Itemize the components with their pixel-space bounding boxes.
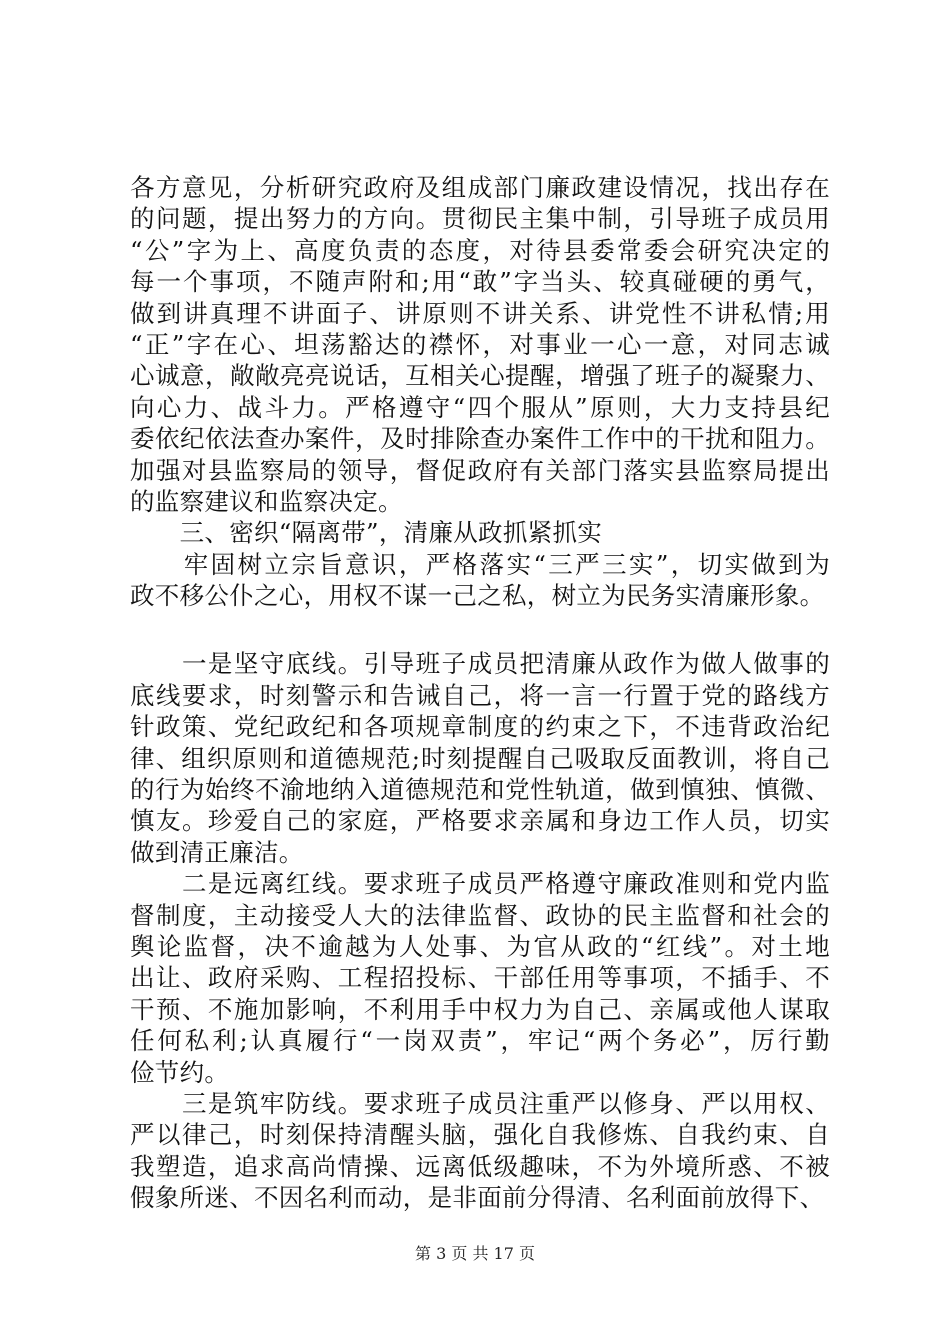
paragraph [130, 517, 830, 548]
text-line: 我塑造，追求高尚情操、远离低级趣味，不为外境所惑、不被 [130, 1151, 830, 1181]
text-line: 慎友。珍爱自己的家庭，严格要求亲属和身边工作人员，切实 [130, 806, 830, 836]
text-line: 加强对县监察局的领导，督促政府有关部门落实县监察局提出 [130, 455, 830, 485]
paragraph [130, 549, 830, 612]
text-line: 假象所迷、不因名利而动，是非面前分得清、名利面前放得下、 [130, 1183, 825, 1213]
text-line: 牢固树立宗旨意识，严格落实“三严三实”，切实做到为 [130, 549, 830, 579]
text-line: 的问题，提出努力的方向。贯彻民主集中制，引导班子成员用 [130, 204, 830, 234]
text-line: “正”字在心、坦荡豁达的襟怀，对事业一心一意，对同志诚 [130, 329, 830, 359]
text-line: 心诚意，敞敞亮亮说话，互相关心提醒，增强了班子的凝聚力、 [130, 361, 830, 391]
text-line: 任何私利;认真履行“一岗双责”，牢记“两个务必”，厉行勤 [130, 1026, 830, 1056]
text-line: 严以律己，时刻保持清醒头脑，强化自我修炼、自我约束、自 [130, 1120, 830, 1150]
text-line: 二是远离红线。要求班子成员严格遵守廉政准则和党内监 [130, 869, 830, 899]
text-line: 委依纪依法查办案件，及时排除查办案件工作中的干扰和阻力。 [130, 424, 830, 454]
paragraph [130, 1088, 830, 1214]
text-line: 政不移公仆之心，用权不谋一己之私，树立为民务实清廉形象。 [130, 581, 825, 611]
page-footer: 第 3 页 共 17 页 [415, 1244, 535, 1263]
text-line: 底线要求，时刻警示和告诫自己，将一言一行置于党的路线方 [130, 680, 830, 710]
text-line: 舆论监督，决不逾越为人处事、为官从政的“红线”。对土地 [130, 931, 830, 961]
text-line: 各方意见，分析研究政府及组成部门廉政建设情况，找出存在 [130, 173, 830, 202]
paragraph [130, 648, 830, 868]
text-line: 做到讲真理不讲面子、讲原则不讲关系、讲党性不讲私情;用 [130, 298, 830, 328]
text-line: 三是筑牢防线。要求班子成员注重严以修身、严以用权、 [130, 1088, 830, 1118]
paragraph [130, 172, 830, 517]
text-line: 三、密织“隔离带”，清廉从政抓紧抓实 [130, 518, 603, 548]
paragraph-spacer [130, 611, 830, 648]
text-line: 一是坚守底线。引导班子成员把清廉从政作为做人做事的 [130, 649, 830, 679]
text-line: 的监察建议和监察决定。 [130, 486, 403, 516]
text-line: 干预、不施加影响，不利用手中权力为自己、亲属或他人谋取 [130, 994, 830, 1024]
text-line: 督制度，主动接受人大的法律监督、政协的民主监督和社会的 [130, 900, 830, 930]
text-line: 出让、政府采购、工程招投标、干部任用等事项，不插手、不 [130, 963, 830, 993]
paragraph [130, 868, 830, 1088]
text-line: “公”字为上、高度负责的态度，对待县委常委会研究决定的 [130, 235, 830, 265]
text-line: 的行为始终不渝地纳入道德规范和党性轨道，做到慎独、慎微、 [130, 775, 830, 805]
text-line: 针政策、党纪政纪和各项规章制度的约束之下，不违背政治纪 [130, 712, 830, 742]
text-line: 每一个事项，不随声附和;用“敢”字当头、较真碰硬的勇气， [130, 267, 830, 297]
text-line: 做到清正廉洁。 [130, 837, 304, 867]
text-line: 向心力、战斗力。严格遵守“四个服从”原则，大力支持县纪 [130, 392, 830, 422]
text-line: 律、组织原则和道德规范;时刻提醒自己吸取反面教训，将自己 [130, 743, 830, 773]
document-body [130, 172, 830, 1214]
text-line: 俭节约。 [130, 1057, 230, 1087]
